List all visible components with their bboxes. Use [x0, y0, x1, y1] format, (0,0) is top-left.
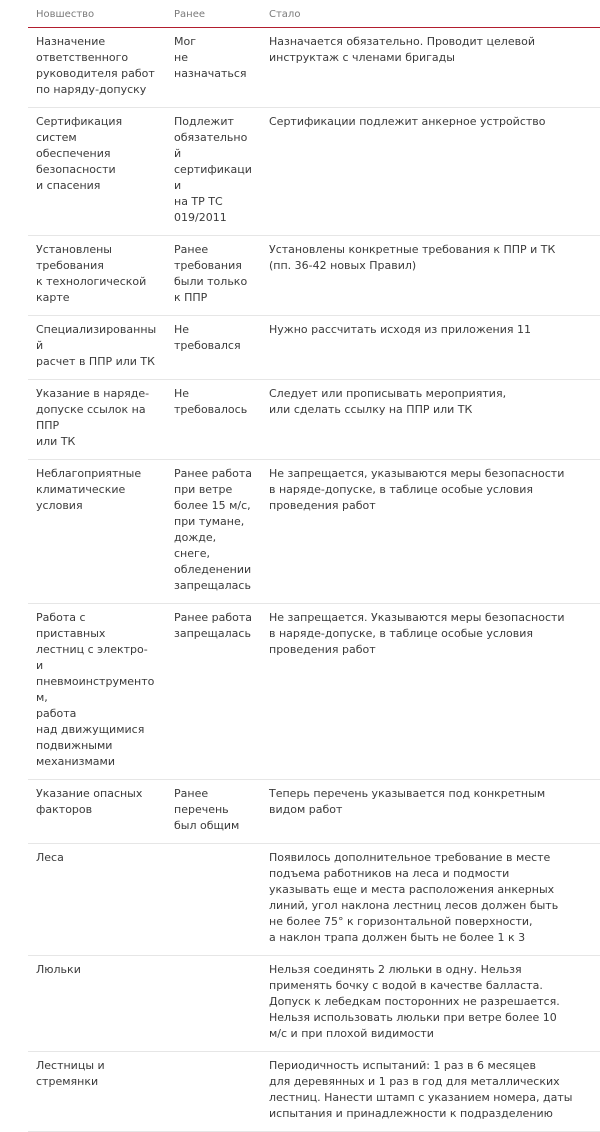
table-row — [28, 460, 600, 604]
cell-before — [166, 956, 261, 1052]
cell-before: Не требовалось — [166, 380, 261, 460]
table-row — [28, 108, 600, 236]
cell-after: Теперь перечень указывается под конкретным видом работ — [261, 780, 600, 844]
cell-innovation: Назначение ответственного руководителя работ по наряду-допуску — [28, 28, 166, 108]
cell-after: Не запрещается. Указываются меры безопасности в наряде-допуске, в таблице особые условия проведения работ — [261, 604, 600, 780]
table-row — [28, 956, 600, 1052]
cell-innovation: Сертификация систем обеспечения безопасности и спасения — [28, 108, 166, 236]
cell-after: Назначается обязательно. Проводит целевой инструктаж с членами бригады — [261, 28, 600, 108]
cell-after: Сертификации подлежит анкерное устройство — [261, 108, 600, 236]
cell-after: Нельзя соединять 2 люльки в одну. Нельзя применять бочку с водой в качестве балласта. Допуск к лебедкам посторонних не разрешается. Нельзя использовать люльки при ветре более 10 м/с и при плохой видимости — [261, 956, 600, 1052]
table-header-row — [28, 0, 600, 28]
cell-before: Ранее работа запрещалась — [166, 604, 261, 780]
cell-innovation: Указание в наряде- допуске ссылок на ППР или ТК — [28, 380, 166, 460]
cell-innovation: Неблагоприятные климатические условия — [28, 460, 166, 604]
cell-before: Ранее перечень был общим — [166, 780, 261, 844]
cell-before: Не требовался — [166, 316, 261, 380]
header-innovation: Новшество — [28, 0, 166, 28]
table-row — [28, 604, 600, 780]
table-row — [28, 780, 600, 844]
cell-innovation: Лестницы и стремянки — [28, 1052, 166, 1132]
cell-innovation: Работа с приставных лестниц с электро- и пневмоинструментом, работа над движущимися подвижными механизмами — [28, 604, 166, 780]
table-row — [28, 844, 600, 956]
cell-after: Появилось дополнительное требование в месте подъема работников на леса и подмости указывать еще и места расположения анкерных линий, угол наклона лестниц лесов должен быть не более 75° к горизонтальной поверхности, а наклон трапа должен быть не более 1 к 3 — [261, 844, 600, 956]
table-row — [28, 316, 600, 380]
cell-innovation: Люльки — [28, 956, 166, 1052]
cell-before: Мог не назначаться — [166, 28, 261, 108]
cell-after: Нужно рассчитать исходя из приложения 11 — [261, 316, 600, 380]
cell-innovation: Специализированный расчет в ППР или ТК — [28, 316, 166, 380]
cell-after: Следует или прописывать мероприятия, или сделать ссылку на ППР или ТК — [261, 380, 600, 460]
cell-innovation: Указание опасных факторов — [28, 780, 166, 844]
cell-before — [166, 1052, 261, 1132]
table-row — [28, 1052, 600, 1132]
cell-before — [166, 844, 261, 956]
header-before: Ранее — [166, 0, 261, 28]
table-row — [28, 28, 600, 108]
cell-innovation: Леса — [28, 844, 166, 956]
comparison-table — [28, 0, 600, 1132]
cell-innovation: Установлены требования к технологической карте — [28, 236, 166, 316]
cell-after: Не запрещается, указываются меры безопасности в наряде-допуске, в таблице особые условия проведения работ — [261, 460, 600, 604]
header-after: Стало — [261, 0, 600, 28]
cell-before: Ранее требования были только к ППР — [166, 236, 261, 316]
table-row — [28, 380, 600, 460]
cell-before: Ранее работа при ветре более 15 м/с, при тумане, дожде, снеге, обледенении запрещалась — [166, 460, 261, 604]
cell-before: Подлежит обязательной сертификации на ТР ТС 019/2011 — [166, 108, 261, 236]
cell-after: Установлены конкретные требования к ППР и ТК (пп. 36-42 новых Правил) — [261, 236, 600, 316]
table-row — [28, 236, 600, 316]
cell-after: Периодичность испытаний: 1 раз в 6 месяцев для деревянных и 1 раз в год для металлических лестниц. Нанести штамп с указанием номера, даты испытания и принадлежности к подразделению — [261, 1052, 600, 1132]
